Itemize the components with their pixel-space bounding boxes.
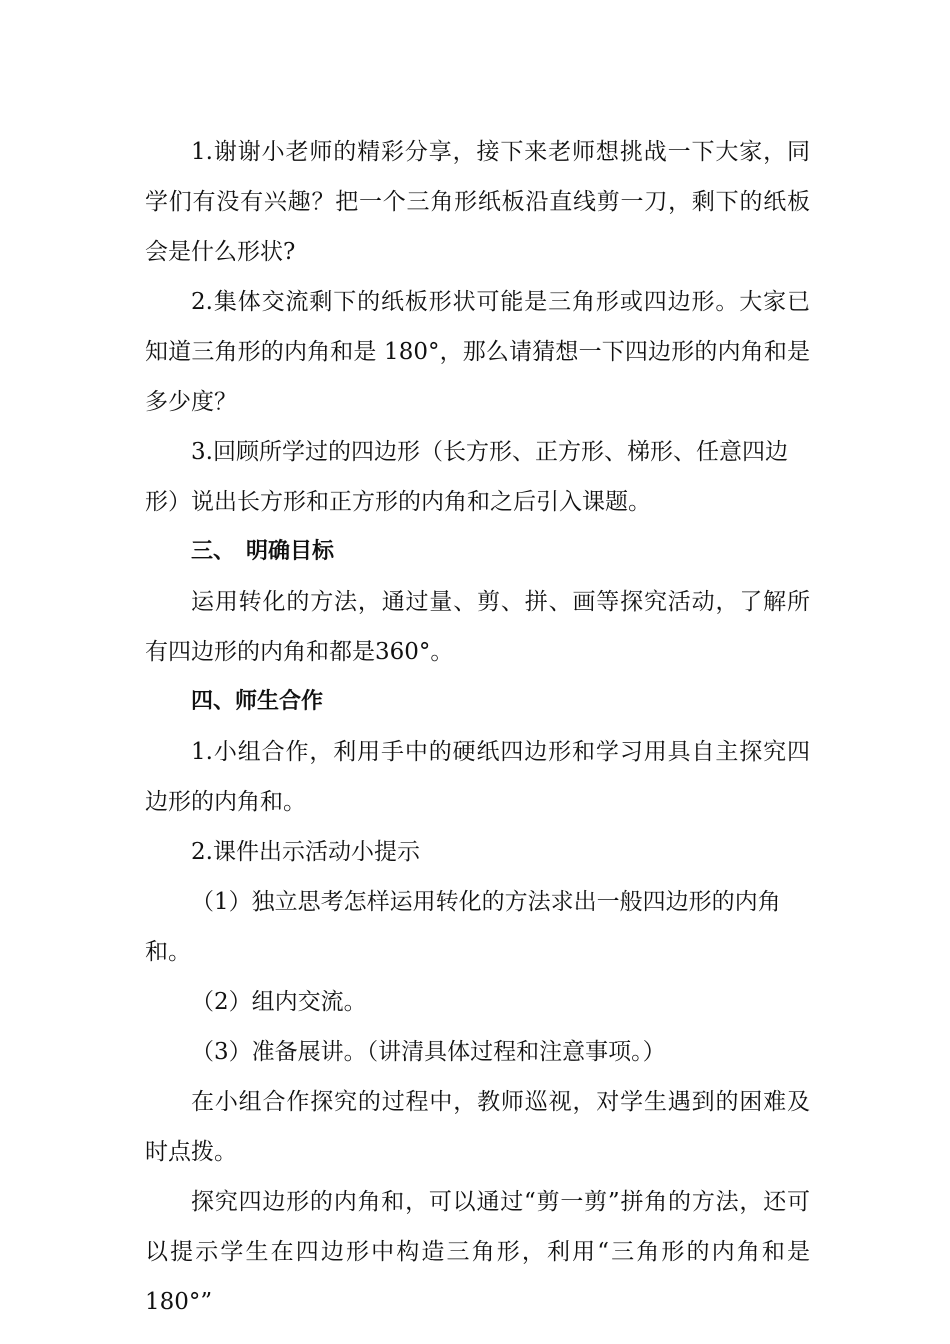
paragraph-4: 运用转化的方法，通过量、剪、拼、画等探究活动，了解所有四边形的内角和都是360°。 [145, 589, 810, 665]
paragraph-1: 1.谢谢小老师的精彩分享，接下来老师想挑战一下大家，同学们有没有兴趣？把一个三角形纸板沿直线剪一刀，剩下的纸板会是什么形状? [145, 139, 810, 265]
tip-item-3: （3）准备展讲。（讲清具体过程和注意事项。） [191, 1039, 666, 1065]
paragraph-6: 2.课件出示活动小提示 [191, 839, 420, 865]
paragraph-2: 2.集体交流剩下的纸板形状可能是三角形或四边形。大家已知道三角形的内角和是 180°，那么请猜想一下四边形的内角和是多少度？ [145, 289, 810, 415]
tip-item-2: （2）组内交流。 [191, 989, 367, 1015]
paragraph-5: 1.小组合作，利用手中的硬纸四边形和学习用具自主探究四边形的内角和。 [145, 739, 810, 815]
tip-item-1: （1）独立思考怎样运用转化的方法求出一般四边形的内角和。 [145, 889, 781, 965]
paragraph-3-line-2: 形）说出长方形和正方形的内角和之后引入课题。 [145, 489, 651, 515]
paragraph-7: 在小组合作探究的过程中，教师巡视，对学生遇到的困难及时点拨。 [145, 1089, 810, 1165]
paragraph-3-line-1: 3.回顾所学过的四边形（长方形、正方形、梯形、任意四边 [191, 439, 788, 465]
document-body [145, 127, 810, 1327]
section-heading-4: 四、师生合作 [191, 689, 324, 714]
section-heading-3: 三、 明确目标 [191, 539, 335, 564]
paragraph-8: 探究四边形的内角和，可以通过“剪一剪”拼角的方法，还可以提示学生在四边形中构造三角形，利用“三角形的内角和是 180°” [145, 1189, 810, 1315]
